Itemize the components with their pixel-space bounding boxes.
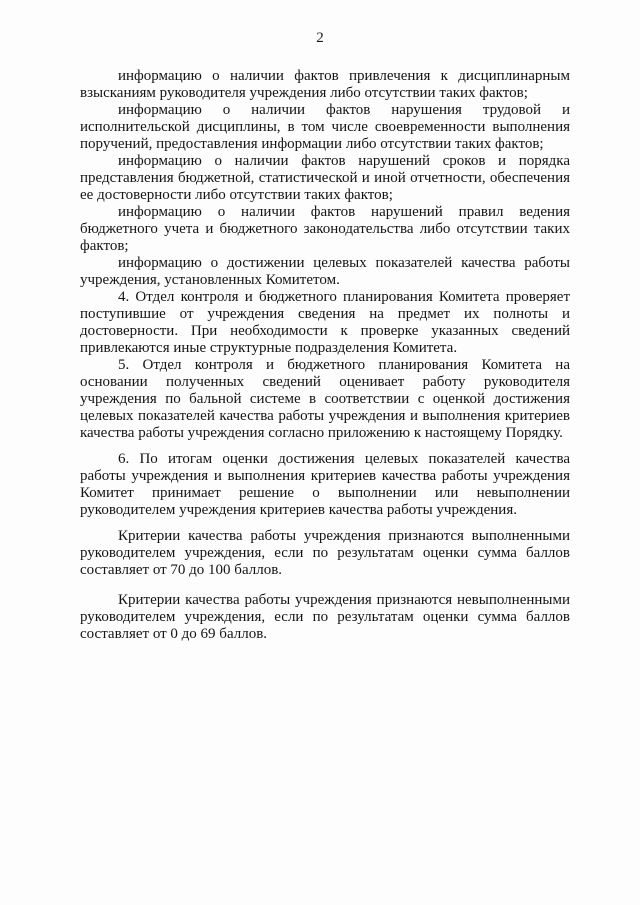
paragraph-criteria-not-fulfilled: Критерии качества работы учреждения признаются невыполненными руководителем учреждения, если по результатам оценки сумма баллов составляет от 0 до 69 баллов. (80, 592, 570, 642)
paragraph-disciplinary-info: информацию о наличии фактов привлечения к дисциплинарным взысканиям руководителя учреждения либо отсутствии таких фактов; (80, 68, 570, 101)
paragraph-labor-discipline-info: информацию о наличии фактов нарушения трудовой и исполнительской дисциплины, в том числе своевременности выполнения поручений, предоставления информации либо отсутствии таких фактов; (80, 102, 570, 152)
paragraph-criteria-fulfilled: Критерии качества работы учреждения признаются выполненными руководителем учреждения, если по результатам оценки сумма баллов составляет от 70 до 100 баллов. (80, 528, 570, 578)
page-number: 2 (316, 30, 324, 46)
paragraph-item-4: 4. Отдел контроля и бюджетного планирования Комитета проверяет поступившие от учреждения сведения на предмет их полноты и достоверности. При необходимости к проверке указанных сведений привлекаются иные структурные подразделения Комитета. (80, 289, 570, 356)
paragraph-budget-accounting-info: информацию о наличии фактов нарушений правил ведения бюджетного учета и бюджетного законодательства либо отсутствии таких фактов; (80, 204, 570, 254)
paragraph-item-5: 5. Отдел контроля и бюджетного планирования Комитета на основании полученных сведений оценивает работу руководителя учреждения по бальной системе в соответствии с оценкой достижения целевых показателей качества работы учреждения и выполнения критериев качества работы учреждения согласно приложению к настоящему Порядку. (80, 357, 570, 441)
document-body (80, 68, 570, 643)
paragraph-reporting-violations-info: информацию о наличии фактов нарушений сроков и порядка представления бюджетной, статистической и иной отчетности, обеспечения ее достоверности либо отсутствии таких фактов; (80, 153, 570, 203)
paragraph-item-6: 6. По итогам оценки достижения целевых показателей качества работы учреждения и выполнения критериев качества работы учреждения Комитет принимает решение о выполнении или невыполнении руководителем учреждения критериев качества работы учреждения. (80, 451, 570, 518)
paragraph-target-indicators-info: информацию о достижении целевых показателей качества работы учреждения, установленных Комитетом. (80, 255, 570, 288)
